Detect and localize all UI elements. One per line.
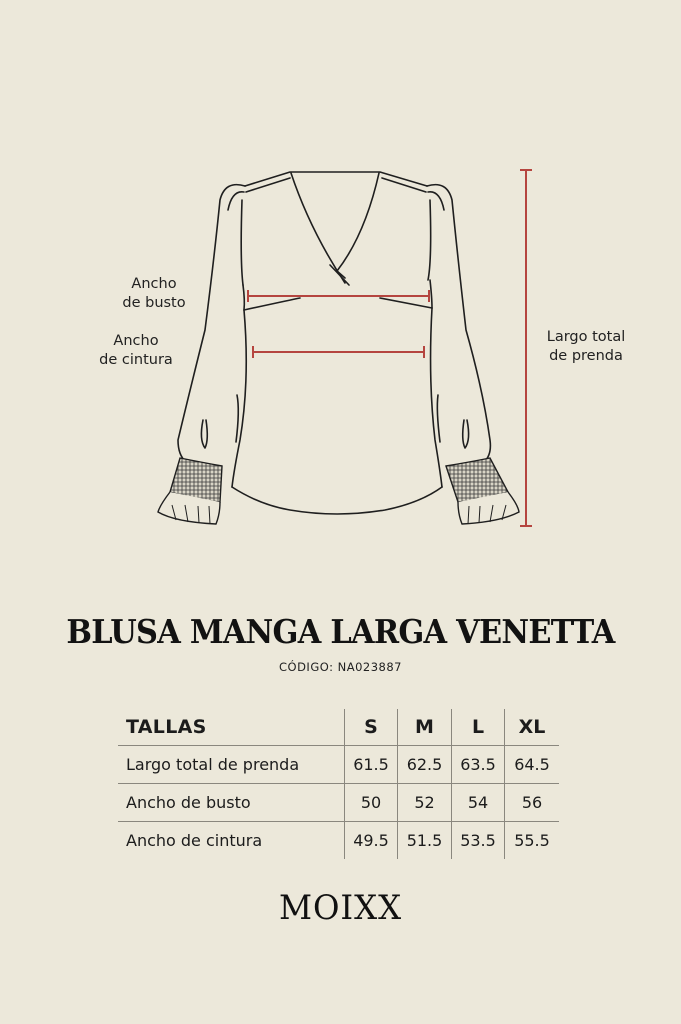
- size-s-header: S: [345, 709, 398, 746]
- product-code: CÓDIGO: NA023887: [279, 660, 402, 674]
- size-chart-table: [118, 709, 559, 859]
- bust-measure-line: [248, 290, 429, 302]
- brand-logo: MOIXX: [278, 888, 403, 928]
- length-label: Largo total de prenda: [546, 329, 626, 364]
- row-label: Ancho de cintura: [118, 822, 345, 860]
- cell-value: 55.5: [505, 822, 560, 860]
- row-label: Ancho de busto: [118, 784, 345, 822]
- table-header-row: [118, 709, 559, 746]
- cell-value: 64.5: [505, 746, 560, 784]
- cell-value: 50: [345, 784, 398, 822]
- cell-value: 51.5: [398, 822, 452, 860]
- table-row: [118, 784, 559, 822]
- row-label: Largo total de prenda: [118, 746, 345, 784]
- cell-value: 62.5: [398, 746, 452, 784]
- cell-value: 61.5: [345, 746, 398, 784]
- size-xl-header: XL: [505, 709, 560, 746]
- cell-value: 53.5: [452, 822, 505, 860]
- cell-value: 63.5: [452, 746, 505, 784]
- product-title: BLUSA MANGA LARGA VENETTA: [66, 612, 615, 651]
- table-row: [118, 746, 559, 784]
- length-measure-line: [520, 170, 532, 526]
- sizes-header: TALLAS: [126, 716, 207, 738]
- cell-value: 49.5: [345, 822, 398, 860]
- cell-value: 56: [505, 784, 560, 822]
- table-row: [118, 822, 559, 860]
- size-l-header: L: [452, 709, 505, 746]
- bust-label: Ancho de busto: [122, 276, 186, 311]
- waist-label: Ancho de cintura: [99, 333, 173, 368]
- waist-measure-line: [253, 346, 424, 358]
- cell-value: 52: [398, 784, 452, 822]
- size-m-header: M: [398, 709, 452, 746]
- cell-value: 54: [452, 784, 505, 822]
